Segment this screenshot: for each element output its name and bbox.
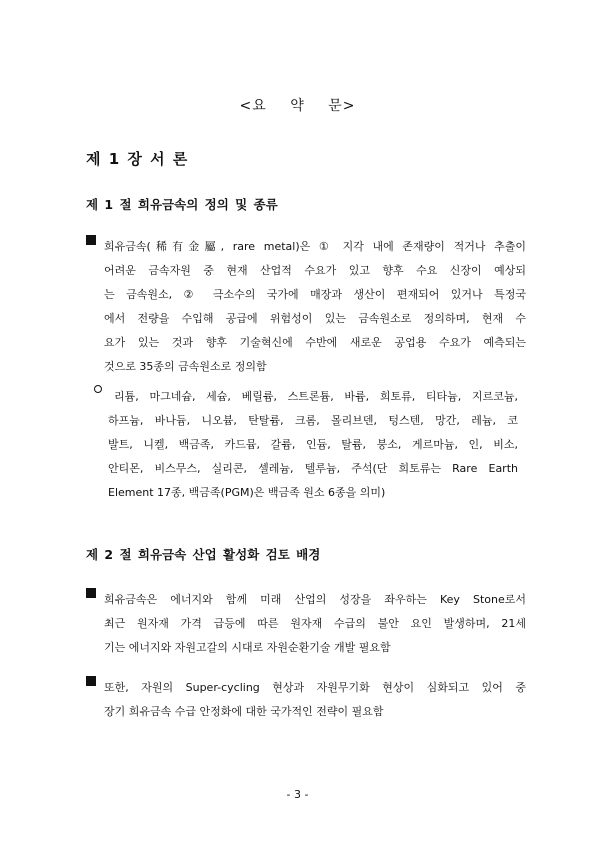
section-2-heading: 제 2 절 희유금속 산업 활성화 검토 배경 — [86, 547, 321, 562]
paragraph-line: 기는 에너지와 자원고갈의 시대로 자원순환기술 개발 필요함 — [104, 641, 391, 654]
summary-title: <요 약 문> — [239, 98, 356, 114]
paragraph-line: 하프늄, 바나듐, 니오븀, 탄탈륨, 크롬, 몰리브덴, 텅스텐, 망간, 레늄, 코 — [108, 414, 518, 427]
paragraph-line: 장기 희유금속 수급 안정화에 대한 국가적인 전략이 필요함 — [104, 705, 384, 718]
paragraph-line: 요가 있는 것과 향후 기술혁신에 수반에 새로운 공업용 수요가 예측되는 — [104, 336, 526, 349]
paragraph-line: 또한, 자원의 Super-cycling 현상과 자원무기화 현상이 심화되고 있어 중 — [104, 681, 526, 694]
paragraph-line: 최근 원자재 가격 급등에 따른 원자재 수급의 불안 요인 발생하며, 21세 — [104, 617, 526, 630]
paragraph-line: 안티몬, 비스무스, 실리콘, 셀레늄, 텔루늄, 주석(단 희토류는 Rare Earth — [108, 462, 518, 475]
paragraph-line: 발트, 니켈, 백금족, 카드뮴, 갈륨, 인듐, 탈륨, 붕소, 게르마늄, 인, 비소, — [108, 438, 518, 451]
paragraph-line: Element 17종, 백금족(PGM)은 백금족 원소 6종을 의미) — [108, 486, 386, 499]
square-bullet-icon — [86, 676, 96, 686]
paragraph-line: 리튬, 마그네슘, 세슘, 베릴륨, 스트론튬, 바륨, 희토류, 티타늄, 지르코늄, — [114, 390, 518, 403]
square-bullet-icon — [86, 235, 96, 245]
section-1-bullet-1 — [86, 235, 526, 379]
page-number: - 3 - — [286, 788, 309, 801]
section-1-heading: 제 1 절 희유금속의 정의 및 종류 — [86, 197, 278, 212]
chapter-heading: 제 1 장 서 론 — [86, 150, 188, 168]
section-1-bullet-2 — [90, 385, 518, 505]
section-2-bullet-2 — [86, 676, 526, 724]
paragraph-line: 는 금속원소, ② 극소수의 국가에 매장과 생산이 편재되어 있거나 특정국 — [104, 288, 526, 301]
paragraph-line: 에서 전량을 수입해 공급에 위험성이 있는 금속원소로 정의하며, 현재 수 — [104, 312, 526, 325]
circle-bullet-icon — [94, 385, 102, 393]
paragraph-line: 어려운 금속자원 중 현재 산업적 수요가 있고 향후 수요 신장이 예상되 — [104, 264, 526, 277]
paragraph-line: 희유금속은 에너지와 함께 미래 산업의 성장을 좌우하는 Key Stone로서 — [104, 593, 526, 606]
paragraph-line: 희유금속(稀有金屬, rare metal)은 ① 지각 내에 존재량이 적거나 추출이 — [104, 240, 526, 253]
section-2-bullet-1 — [86, 588, 526, 660]
paragraph-line: 것으로 35종의 금속원소로 정의함 — [104, 360, 267, 373]
square-bullet-icon — [86, 588, 96, 598]
